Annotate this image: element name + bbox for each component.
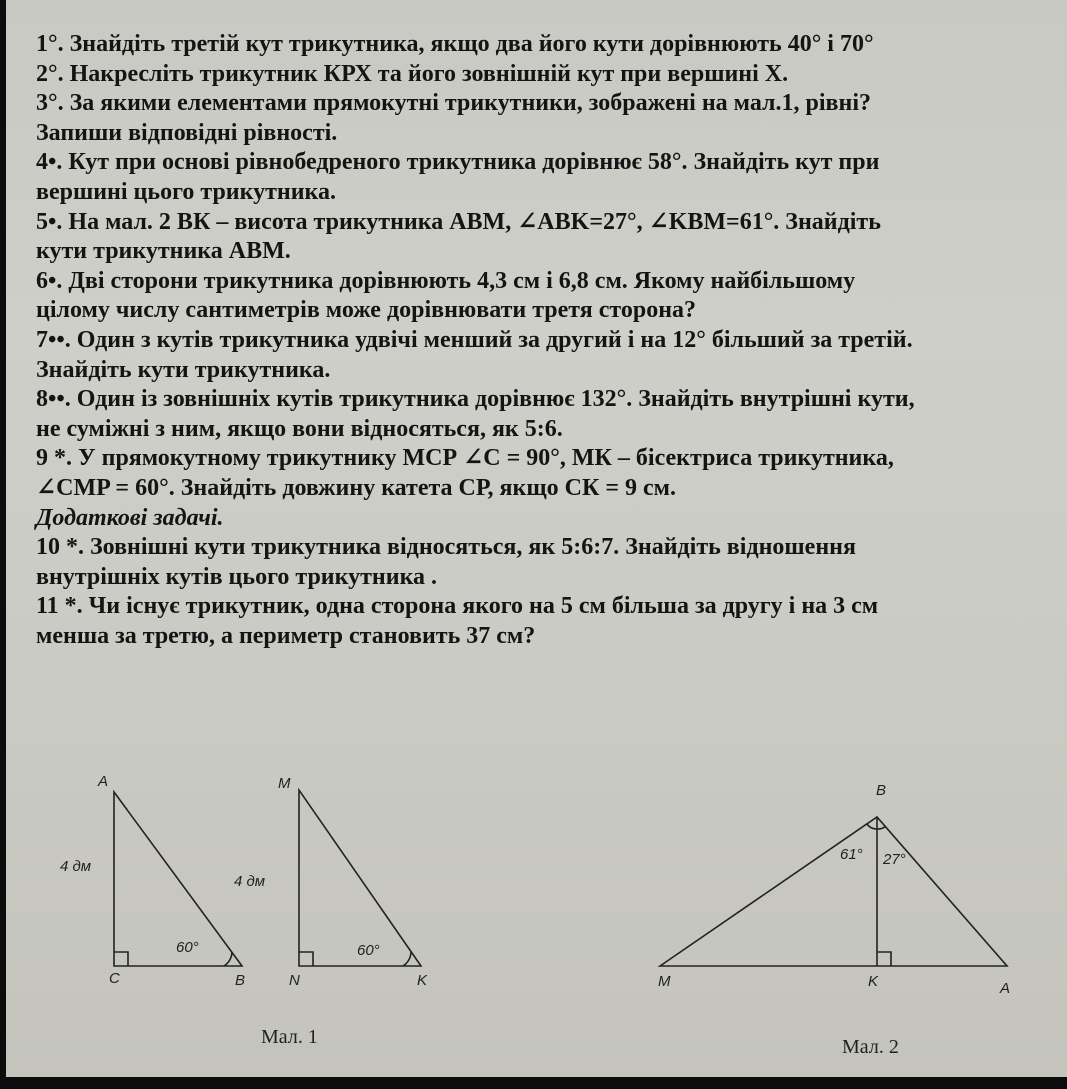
- task-line: 10 *. Зовнішні кути трикутника відносяться, як 5:6:7. Знайдіть відношення: [36, 534, 856, 561]
- vertex-label-k: K: [417, 972, 428, 989]
- angle-label-k: 60°: [357, 942, 380, 959]
- task-line: 4•. Кут при основі рівнобедреного трикутника дорівнює 58°. Знайдіть кут при: [36, 149, 880, 176]
- task-line: 1°. Знайдіть третій кут трикутника, якщо два його кути дорівнюють 40° і 70°: [36, 31, 874, 57]
- task-line: не суміжні з ним, якщо вони відносяться, як 5:6.: [36, 415, 563, 442]
- vertex-label-m: M: [278, 775, 291, 792]
- vertex-label-m2: M: [658, 973, 671, 990]
- angle-arc-b: [224, 952, 232, 966]
- vertex-label-a: A: [98, 773, 109, 790]
- task-line: 6•. Дві сторони трикутника дорівнюють 4,3 см і 6,8 см. Якому найбільшому: [36, 267, 856, 294]
- angle-arc-kbm: [867, 824, 877, 829]
- side-label-ac: 4 дм: [60, 858, 92, 875]
- angle-label-abk: 27°: [883, 851, 906, 868]
- vertex-label-b: B: [235, 972, 246, 989]
- vertex-label-a2: A: [1000, 980, 1011, 997]
- figure1-caption: Мал. 1: [261, 1026, 318, 1048]
- task-line: 8••. Один із зовнішніх кутів трикутника дорівнює 132°. Знайдіть внутрішні кути,: [36, 386, 915, 413]
- vertex-label-n: N: [289, 972, 300, 989]
- task-line: внутрішніх кутів цього трикутника .: [36, 563, 438, 590]
- task-line: 5•. На мал. 2 ВК – висота трикутника АВМ, ∠ABK=27°, ∠KBM=61°. Знайдіть: [36, 208, 881, 235]
- task-line: 3°. За якими елементами прямокутні трикутники, зображені на мал.1, рівні?: [36, 90, 871, 117]
- side-label-mn: 4 дм: [234, 873, 266, 890]
- figure2-caption: Мал. 2: [842, 1036, 899, 1058]
- worksheet: [6, 0, 1067, 1077]
- triangle-mnk: [299, 790, 421, 966]
- task-line: 11 *. Чи існує трикутник, одна сторона якого на 5 см більша за другу і на 3 см: [36, 593, 879, 620]
- figures-drawing: [6, 0, 1067, 1077]
- angle-label-kbm: 61°: [840, 846, 863, 863]
- task-line: 7••. Один з кутів трикутника удвічі менший за другий і на 12° більший за третій.: [36, 326, 913, 353]
- task-line: 9 *. У прямокутному трикутнику МСР ∠C = 90°, МК – бісектриса трикутника,: [36, 445, 894, 472]
- right-angle-mark-c: [114, 952, 128, 966]
- task-line: вершині цього трикутника.: [36, 178, 337, 205]
- triangle-mba: [660, 817, 1007, 966]
- task-line: менша за третю, а периметр становить 37 см?: [36, 622, 536, 649]
- task-line: ∠CMP = 60°. Знайдіть довжину катета СР, якщо СК = 9 см.: [36, 474, 677, 501]
- angle-arc-k: [403, 952, 411, 966]
- extra-tasks-title: Додаткові задачі.: [36, 504, 224, 531]
- vertex-label-c: C: [109, 970, 120, 987]
- right-angle-mark-n: [299, 952, 313, 966]
- right-angle-mark-k: [877, 952, 891, 966]
- angle-arc-abk: [877, 826, 886, 829]
- task-line: 2°. Накресліть трикутник КРХ та його зовнішній кут при вершині Х.: [36, 60, 789, 87]
- task-line: Запиши відповідні рівності.: [36, 119, 338, 146]
- task-line: кути трикутника АВМ.: [36, 238, 291, 265]
- angle-label-b: 60°: [176, 939, 199, 956]
- vertex-label-b2: B: [876, 782, 887, 799]
- vertex-label-k2: K: [868, 973, 879, 990]
- task-line: Знайдіть кути трикутника.: [36, 356, 331, 383]
- task-line: цілому числу сантиметрів може дорівнювати третя сторона?: [36, 297, 697, 324]
